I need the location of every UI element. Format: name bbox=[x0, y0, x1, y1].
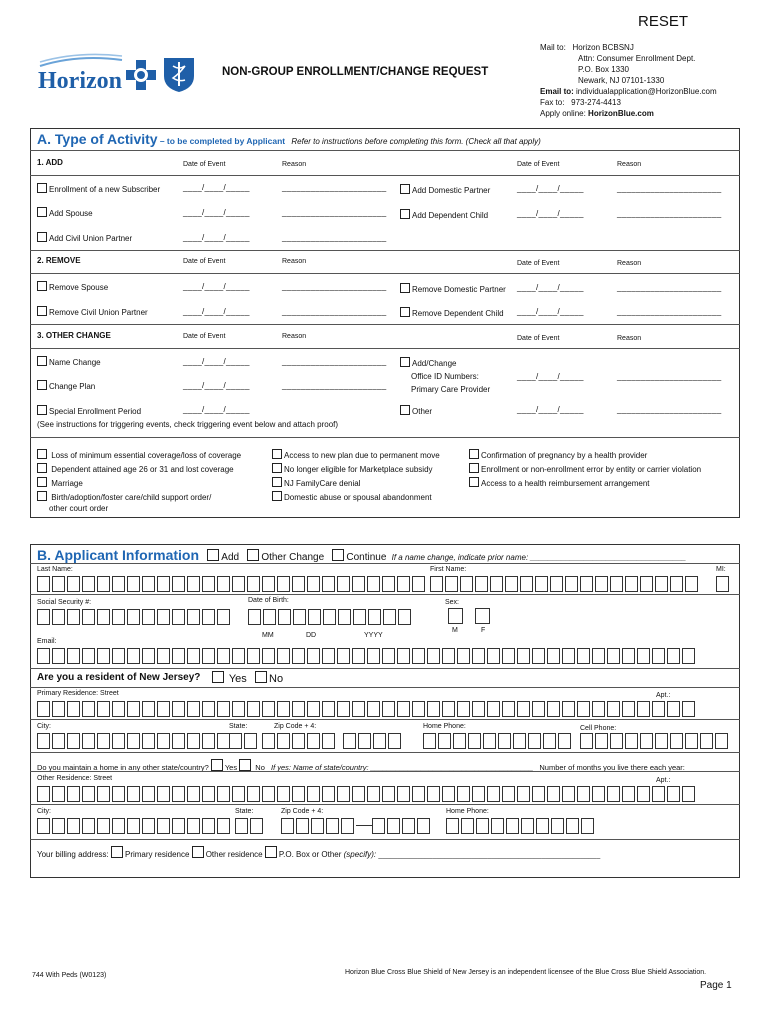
section-a-title: A. Type of Activity bbox=[37, 131, 158, 147]
checkbox-trigger-subsidy[interactable] bbox=[272, 463, 433, 474]
section-b-header bbox=[37, 547, 686, 563]
date-field[interactable]: ____/____/_____ bbox=[183, 233, 250, 242]
state-cells[interactable] bbox=[229, 733, 259, 749]
divider bbox=[30, 563, 740, 564]
zip-cells[interactable] bbox=[281, 818, 432, 834]
checkbox-label: Domestic abuse or spousal abandonment bbox=[284, 493, 432, 502]
billing-address-row bbox=[37, 846, 600, 859]
checkbox-add-spouse[interactable] bbox=[37, 207, 93, 218]
option-label: Other Change bbox=[261, 552, 325, 563]
remove-header: 2. REMOVE bbox=[37, 256, 81, 265]
divider bbox=[30, 594, 740, 595]
checkbox-label: Dependent attained age 26 or 31 and lost coverage bbox=[51, 465, 234, 474]
reason-field[interactable]: ______________________ bbox=[282, 357, 387, 366]
checkbox-icon[interactable] bbox=[37, 477, 47, 487]
divider bbox=[30, 175, 740, 176]
checkbox-enrollment-new-subscriber[interactable] bbox=[37, 183, 160, 194]
email-cells[interactable] bbox=[37, 648, 697, 664]
date-field[interactable]: ____/____/_____ bbox=[183, 183, 250, 192]
reason-label: Reason bbox=[617, 161, 642, 168]
checkbox-icon[interactable] bbox=[255, 671, 267, 683]
reason-field[interactable]: ______________________ bbox=[282, 381, 387, 390]
checkbox-label: NJ FamilyCare denial bbox=[284, 479, 361, 488]
divider bbox=[30, 273, 740, 274]
fax-value: 973-274-4413 bbox=[571, 98, 621, 107]
date-of-event-label: Date of Event bbox=[517, 335, 560, 342]
checkbox-label: No longer eligible for Marketplace subsidy bbox=[284, 465, 433, 474]
checkbox-icon[interactable] bbox=[400, 283, 410, 293]
checkbox-remove-spouse[interactable] bbox=[37, 281, 108, 292]
zip-cells[interactable] bbox=[262, 733, 403, 749]
ssn-label: Social Security #: bbox=[37, 599, 92, 606]
reason-field[interactable]: ______________________ bbox=[617, 209, 722, 218]
office-id-label: Office ID Numbers: bbox=[411, 372, 479, 381]
option-add[interactable] bbox=[207, 552, 239, 563]
option-label: P.O. Box or Other bbox=[278, 850, 342, 859]
checkbox-icon[interactable] bbox=[211, 759, 223, 771]
checkbox-label: Name Change bbox=[49, 358, 101, 367]
date-field[interactable]: ____/____/_____ bbox=[183, 307, 250, 316]
checkbox-icon[interactable] bbox=[37, 232, 47, 242]
state-label: State: bbox=[235, 808, 254, 815]
billing-other-residence[interactable] bbox=[192, 850, 263, 859]
date-of-event-label: Date of Event bbox=[517, 161, 560, 168]
checkbox-icon[interactable] bbox=[272, 477, 282, 487]
divider bbox=[30, 250, 740, 251]
checkbox-icon[interactable] bbox=[239, 759, 251, 771]
sex-f-label: F bbox=[481, 627, 486, 634]
date-field[interactable]: ____/____/_____ bbox=[183, 381, 250, 390]
reason-field[interactable]: ______________________ bbox=[282, 183, 387, 192]
nj-resident-yes[interactable] bbox=[212, 671, 247, 685]
reason-label: Reason bbox=[617, 335, 642, 342]
checkbox-label: Enrollment of a new Subscriber bbox=[49, 185, 161, 194]
checkbox-trigger-marriage[interactable] bbox=[37, 477, 83, 488]
checkbox-icon[interactable] bbox=[207, 549, 219, 561]
date-field[interactable]: ____/____/_____ bbox=[183, 405, 250, 414]
mi-cell[interactable] bbox=[716, 576, 731, 592]
checkbox-label: Loss of minimum essential coverage/loss of coverage bbox=[51, 451, 242, 460]
divider bbox=[30, 437, 740, 438]
checkbox-icon[interactable] bbox=[400, 307, 410, 317]
home-phone-label: Home Phone: bbox=[423, 723, 466, 730]
checkbox-label: Add/Change bbox=[412, 359, 457, 368]
divider bbox=[30, 687, 740, 688]
city-label: City: bbox=[37, 723, 51, 730]
first-name-label: First Name: bbox=[430, 566, 467, 573]
maintain-home-question: Do you maintain a home in any other state/country? bbox=[37, 763, 209, 772]
checkbox-icon[interactable] bbox=[37, 306, 47, 316]
checkbox-icon[interactable] bbox=[332, 549, 344, 561]
fax-label: Fax to: bbox=[540, 98, 565, 107]
mm-label: MM bbox=[262, 632, 274, 639]
reason-field[interactable]: ______________________ bbox=[617, 307, 722, 316]
cell-phone-label: Cell Phone: bbox=[580, 725, 617, 732]
nj-resident-question: Are you a resident of New Jersey? bbox=[37, 672, 201, 683]
checkbox-add-domestic-partner[interactable] bbox=[400, 184, 490, 195]
months-field[interactable]: Number of months you live there each year: ___________ bbox=[539, 763, 733, 772]
date-field[interactable]: ____/____/_____ bbox=[517, 405, 584, 414]
checkbox-icon[interactable] bbox=[37, 183, 47, 193]
section-a-instructions: Refer to instructions before completing this form. (Check all that apply) bbox=[291, 137, 541, 146]
checkbox-icon[interactable] bbox=[400, 405, 410, 415]
checkbox-trigger-permanent-move[interactable] bbox=[272, 449, 440, 460]
checkbox-label: Remove Dependent Child bbox=[412, 309, 504, 318]
last-name-cells[interactable] bbox=[37, 576, 427, 592]
mail-line-1: Horizon BCBSNJ bbox=[572, 43, 634, 52]
option-label: No bbox=[269, 673, 284, 685]
sex-cells[interactable] bbox=[448, 608, 492, 624]
add-header: 1. ADD bbox=[37, 158, 63, 167]
other-street-cells[interactable] bbox=[37, 786, 697, 802]
option-label: Yes bbox=[224, 763, 238, 772]
divider bbox=[30, 839, 740, 840]
checkbox-icon[interactable] bbox=[272, 463, 282, 473]
email-label: Email to: bbox=[540, 87, 574, 96]
section-a-subtitle: – to be completed by Applicant bbox=[159, 136, 286, 146]
home-phone-cells[interactable] bbox=[446, 818, 596, 834]
other-street-label: Other Residence: Street bbox=[37, 775, 113, 782]
reason-field[interactable]: ______________________ bbox=[282, 233, 387, 242]
primary-street-cells[interactable] bbox=[37, 701, 697, 717]
checkbox-add-civil-union-partner[interactable] bbox=[37, 232, 132, 243]
last-name-label: Last Name: bbox=[37, 566, 73, 573]
reset-button[interactable]: RESET bbox=[638, 13, 689, 30]
checkbox-label: Marriage bbox=[51, 479, 83, 488]
checkbox-trigger-pregnancy[interactable] bbox=[469, 449, 647, 460]
section-b-title: B. Applicant Information bbox=[37, 547, 200, 563]
checkbox-label: Access to a health reimbursement arrangement bbox=[481, 479, 650, 488]
checkbox-icon[interactable] bbox=[469, 449, 479, 459]
option-other-change[interactable] bbox=[247, 552, 324, 563]
date-field[interactable]: ____/____/_____ bbox=[517, 184, 584, 193]
option-label: Primary residence bbox=[124, 850, 190, 859]
checkbox-trigger-loss-coverage[interactable] bbox=[37, 449, 241, 460]
primary-street-label: Primary Residence: Street bbox=[37, 690, 119, 697]
option-label: Other residence bbox=[205, 850, 263, 859]
option-label: Yes bbox=[228, 673, 247, 685]
checkbox-trigger-domestic-abuse[interactable] bbox=[272, 491, 432, 502]
checkbox-label: Remove Domestic Partner bbox=[412, 285, 506, 294]
cell-phone-cells[interactable] bbox=[580, 733, 730, 749]
checkbox-icon[interactable] bbox=[111, 846, 123, 858]
checkbox-label: Access to new plan due to permanent move bbox=[284, 451, 440, 460]
reason-field[interactable]: ______________________ bbox=[282, 307, 387, 316]
sex-label: Sex: bbox=[445, 599, 460, 606]
checkbox-icon[interactable] bbox=[469, 477, 479, 487]
mail-to-label: Mail to: bbox=[540, 43, 566, 52]
checkbox-icon[interactable] bbox=[265, 846, 277, 858]
date-field[interactable]: ____/____/_____ bbox=[517, 372, 584, 381]
divider bbox=[30, 668, 740, 669]
divider bbox=[30, 752, 740, 753]
billing-primary[interactable] bbox=[111, 850, 189, 859]
date-of-event-label: Date of Event bbox=[183, 258, 226, 265]
licensee-note: Horizon Blue Cross Blue Shield of New Jersey is an independent licensee of the Blue Cross Blue Shield Association. bbox=[345, 969, 707, 976]
date-field[interactable]: ____/____/_____ bbox=[517, 209, 584, 218]
date-of-event-label: Date of Event bbox=[183, 161, 226, 168]
horizon-logo-graphic bbox=[38, 52, 198, 94]
checkbox-add-dependent-child[interactable] bbox=[400, 209, 488, 220]
city-cells[interactable] bbox=[37, 733, 232, 749]
mi-label: MI: bbox=[716, 566, 726, 573]
divider bbox=[30, 348, 740, 349]
checkbox-icon[interactable] bbox=[247, 549, 259, 561]
checkbox-label: Add Civil Union Partner bbox=[49, 234, 133, 243]
checkbox-trigger-dependent-age[interactable] bbox=[37, 463, 234, 474]
dob-label: Date of Birth: bbox=[248, 597, 289, 604]
checkbox-label: Change Plan bbox=[49, 382, 96, 391]
reason-field[interactable]: ______________________ bbox=[282, 208, 387, 217]
checkbox-trigger-hra[interactable] bbox=[469, 477, 650, 488]
apt-label: Apt.: bbox=[656, 692, 671, 699]
reason-label: Reason bbox=[282, 258, 307, 265]
checkbox-icon[interactable] bbox=[37, 207, 47, 217]
checkbox-icon[interactable] bbox=[272, 449, 282, 459]
checkbox-icon[interactable] bbox=[37, 463, 47, 473]
checkbox-trigger-familycare[interactable] bbox=[272, 477, 360, 488]
divider bbox=[30, 719, 740, 720]
form-title: NON-GROUP ENROLLMENT/CHANGE REQUEST bbox=[222, 66, 489, 78]
checkbox-icon[interactable] bbox=[400, 357, 410, 367]
zip-label: Zip Code + 4: bbox=[281, 808, 324, 815]
checkbox-label: Birth/adoption/foster care/child support order/ bbox=[51, 493, 212, 502]
date-field[interactable]: ____/____/_____ bbox=[517, 307, 584, 316]
reason-field[interactable]: ______________________ bbox=[282, 282, 387, 291]
reason-field[interactable]: ______________________ bbox=[617, 372, 722, 381]
checkbox-trigger-enrollment-error[interactable] bbox=[469, 463, 701, 474]
checkbox-label: Remove Spouse bbox=[49, 283, 109, 292]
checkbox-icon[interactable] bbox=[37, 356, 47, 366]
checkbox-label: Add Domestic Partner bbox=[412, 186, 491, 195]
option-label: Continue bbox=[346, 552, 387, 563]
ssn-cells[interactable] bbox=[37, 609, 232, 625]
checkbox-label: Add Dependent Child bbox=[412, 211, 489, 220]
checkbox-label: Other bbox=[412, 407, 433, 416]
city-label: City: bbox=[37, 808, 51, 815]
checkbox-icon[interactable] bbox=[37, 449, 47, 459]
reason-label: Reason bbox=[282, 161, 307, 168]
checkbox-label: Remove Civil Union Partner bbox=[49, 308, 148, 317]
checkbox-icon[interactable] bbox=[37, 380, 47, 390]
checkbox-icon[interactable] bbox=[37, 491, 47, 501]
billing-label: Your billing address: bbox=[37, 850, 109, 859]
checkbox-label: Special Enrollment Period bbox=[49, 407, 142, 416]
sex-m-label: M bbox=[452, 627, 458, 634]
checkbox-icon[interactable] bbox=[212, 671, 224, 683]
divider bbox=[30, 324, 740, 325]
dd-label: DD bbox=[306, 632, 317, 639]
first-name-cells[interactable] bbox=[430, 576, 700, 592]
checkbox-icon[interactable] bbox=[400, 209, 410, 219]
date-field[interactable]: ____/____/_____ bbox=[183, 282, 250, 291]
state-label: State: bbox=[229, 723, 248, 730]
checkbox-icon[interactable] bbox=[272, 491, 282, 501]
page-number: Page 1 bbox=[700, 980, 732, 991]
checkbox-remove-dependent-child[interactable] bbox=[400, 307, 504, 318]
checkbox-name-change[interactable] bbox=[37, 356, 101, 367]
checkbox-add-change-pcp[interactable] bbox=[400, 357, 490, 396]
mail-line-3: P.O. Box 1330 bbox=[578, 65, 629, 74]
option-label: Add bbox=[221, 552, 240, 563]
checkbox-icon[interactable] bbox=[37, 405, 47, 415]
divider bbox=[30, 771, 740, 772]
checkbox-label: Confirmation of pregnancy by a health provider bbox=[481, 451, 648, 460]
other-change-header: 3. OTHER CHANGE bbox=[37, 331, 111, 340]
checkbox-label: Enrollment or non-enrollment error by entity or carrier violation bbox=[481, 465, 702, 474]
email-label: Email: bbox=[37, 638, 57, 645]
date-field[interactable]: ____/____/_____ bbox=[517, 283, 584, 292]
prior-name-field[interactable]: If a name change, indicate prior name: ___________________________________ bbox=[391, 553, 687, 562]
city-cells[interactable] bbox=[37, 818, 232, 834]
checkbox-label-cont: other court order bbox=[49, 504, 109, 513]
email-value[interactable]: individualapplication@HorizonBlue.com bbox=[576, 87, 717, 96]
reason-field[interactable]: ______________________ bbox=[617, 283, 722, 292]
form-code: 744 With Peds (W0123) bbox=[32, 972, 107, 979]
divider bbox=[30, 150, 740, 151]
pcp-label: Primary Care Provider bbox=[411, 385, 491, 394]
dob-cells[interactable] bbox=[248, 609, 413, 625]
reason-field[interactable]: ______________________ bbox=[617, 405, 722, 414]
checkbox-icon[interactable] bbox=[469, 463, 479, 473]
billing-po-box[interactable] bbox=[265, 850, 376, 859]
apt-label: Apt.: bbox=[656, 777, 671, 784]
date-field[interactable]: ____/____/_____ bbox=[183, 357, 250, 366]
checkbox-special-enrollment[interactable] bbox=[37, 405, 141, 416]
horizon-logo bbox=[38, 52, 198, 94]
specify-label: (specify): bbox=[343, 850, 377, 859]
section-a-header bbox=[37, 131, 541, 147]
checkbox-remove-domestic-partner[interactable] bbox=[400, 283, 506, 294]
divider bbox=[30, 804, 740, 805]
date-of-event-label: Date of Event bbox=[517, 260, 560, 267]
online-label: Apply online: bbox=[540, 109, 586, 118]
option-label: No bbox=[255, 763, 265, 772]
billing-specify-field[interactable]: _________________________________________________________ bbox=[378, 852, 601, 859]
reason-label: Reason bbox=[282, 333, 307, 340]
reason-field[interactable]: ______________________ bbox=[617, 184, 722, 193]
option-continue[interactable] bbox=[332, 552, 386, 563]
yyyy-label: YYYY bbox=[364, 632, 383, 639]
zip-label: Zip Code + 4: bbox=[274, 723, 317, 730]
date-field[interactable]: ____/____/_____ bbox=[183, 208, 250, 217]
checkbox-icon[interactable] bbox=[400, 184, 410, 194]
home-phone-cells[interactable] bbox=[423, 733, 573, 749]
date-of-event-label: Date of Event bbox=[183, 333, 226, 340]
mail-line-2: Attn: Consumer Enrollment Dept. bbox=[578, 54, 696, 63]
checkbox-trigger-birth-adoption[interactable] bbox=[37, 491, 211, 514]
state-cells[interactable] bbox=[235, 818, 265, 834]
online-value[interactable]: HorizonBlue.com bbox=[588, 109, 654, 118]
triggering-events-note: (See instructions for triggering events, check triggering event below and attach proof) bbox=[37, 420, 339, 429]
checkbox-other[interactable] bbox=[400, 405, 432, 416]
reason-label: Reason bbox=[617, 260, 642, 267]
checkbox-label: Add Spouse bbox=[49, 209, 93, 218]
checkbox-change-plan[interactable] bbox=[37, 380, 95, 391]
checkbox-icon[interactable] bbox=[192, 846, 204, 858]
checkbox-icon[interactable] bbox=[37, 281, 47, 291]
state-country-field[interactable]: If yes: Name of state/country: _______________________________________ bbox=[270, 763, 534, 772]
mail-block bbox=[540, 42, 717, 119]
nj-resident-no[interactable] bbox=[255, 671, 283, 685]
home-phone-label: Home Phone: bbox=[446, 808, 489, 815]
checkbox-remove-civil-union-partner[interactable] bbox=[37, 306, 148, 317]
mail-line-4: Newark, NJ 07101-1330 bbox=[578, 76, 665, 85]
svg-text:Horizon: Horizon bbox=[38, 68, 122, 94]
